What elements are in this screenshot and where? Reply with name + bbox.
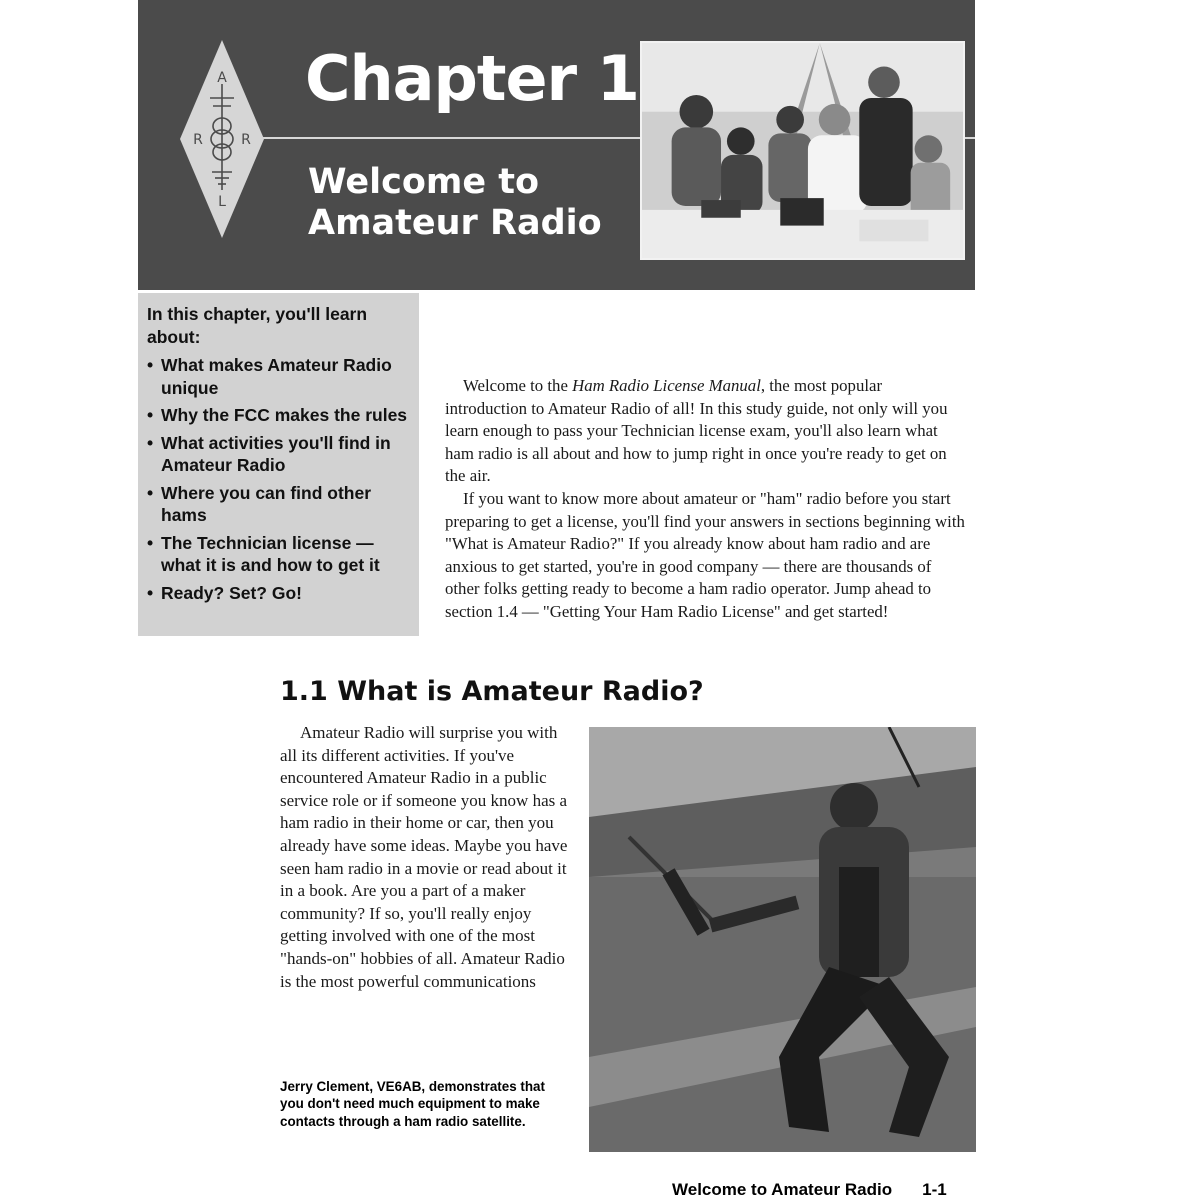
section-paragraph: Amateur Radio will surprise you with all its different activities. If you've encountered Amateur Radio in a public service role or if someone you know has a ham radio in their home or car, then you already have some ideas. Maybe you have seen ham radio in a movie or read about it in a book. Are you a part of a maker community? If so, you'll really enjoy getting involved with one of the most "hands-on" hobbies of all. Amateur Radio is the most powerful communications bbox=[280, 723, 568, 991]
topics-list bbox=[147, 354, 413, 604]
logo-letter-a: A bbox=[217, 70, 227, 86]
topic-item: • Why the FCC makes the rules bbox=[147, 404, 413, 427]
sidebar-heading: In this chapter, you'll learn about: bbox=[147, 304, 368, 347]
logo-letter-l: L bbox=[218, 194, 226, 210]
topic-item: • What makes Amateur Radio unique bbox=[147, 354, 413, 399]
chapter-subtitle: Welcome to Amateur Radio bbox=[308, 162, 602, 243]
arrl-diamond-logo-icon bbox=[180, 40, 264, 238]
book-title: Ham Radio License Manual bbox=[572, 376, 761, 395]
topic-item: • Ready? Set? Go! bbox=[147, 582, 413, 605]
logo-letter-r-left: R bbox=[193, 132, 203, 148]
chapter-title: Chapter 1 bbox=[305, 42, 639, 115]
chapter-topics-sidebar bbox=[138, 293, 419, 636]
photo-kids-at-radio-station bbox=[640, 41, 965, 260]
section-heading: 1.1 What is Amateur Radio? bbox=[280, 676, 704, 707]
page-number: 1-1 bbox=[922, 1180, 947, 1199]
intro-text: , the most popular introduction to Amateur Radio of all! In this study guide, not only will you learn enough to pass your Technician license exam, you'll also learn what ham radio is all about and how to jump right in once you're ready to get on the air. bbox=[445, 376, 948, 486]
topic-item: • Where you can find other hams bbox=[147, 482, 413, 527]
logo-letter-r-right: R bbox=[241, 132, 251, 148]
intro-text: Welcome to the bbox=[463, 376, 573, 395]
footer-title: Welcome to Amateur Radio bbox=[672, 1180, 893, 1199]
intro-paragraph-2: If you want to know more about amateur or "ham" radio before you start preparing to get a license, you'll find your answers in sections beginning with "What is Amateur Radio?" If you already know about ham radio and are anxious to get started, you're in good company — there are thousands of other folks getting ready to become a ham radio operator. Jump ahead to section 1.4 — "Getting Your Ham Radio License" and get started! bbox=[445, 488, 965, 621]
photo-satellite-operator bbox=[589, 727, 976, 1152]
chapter-intro bbox=[445, 375, 965, 624]
page-footer bbox=[672, 1180, 947, 1200]
topic-item: • The Technician license — what it is and how to get it bbox=[147, 532, 413, 577]
intro-paragraph-1 bbox=[445, 375, 965, 488]
section-body bbox=[280, 722, 570, 993]
photo-caption: Jerry Clement, VE6AB, demonstrates that you don't need much equipment to make contacts through a ham radio satellite. bbox=[280, 1079, 545, 1129]
topic-item: • What activities you'll find in Amateur Radio bbox=[147, 432, 413, 477]
